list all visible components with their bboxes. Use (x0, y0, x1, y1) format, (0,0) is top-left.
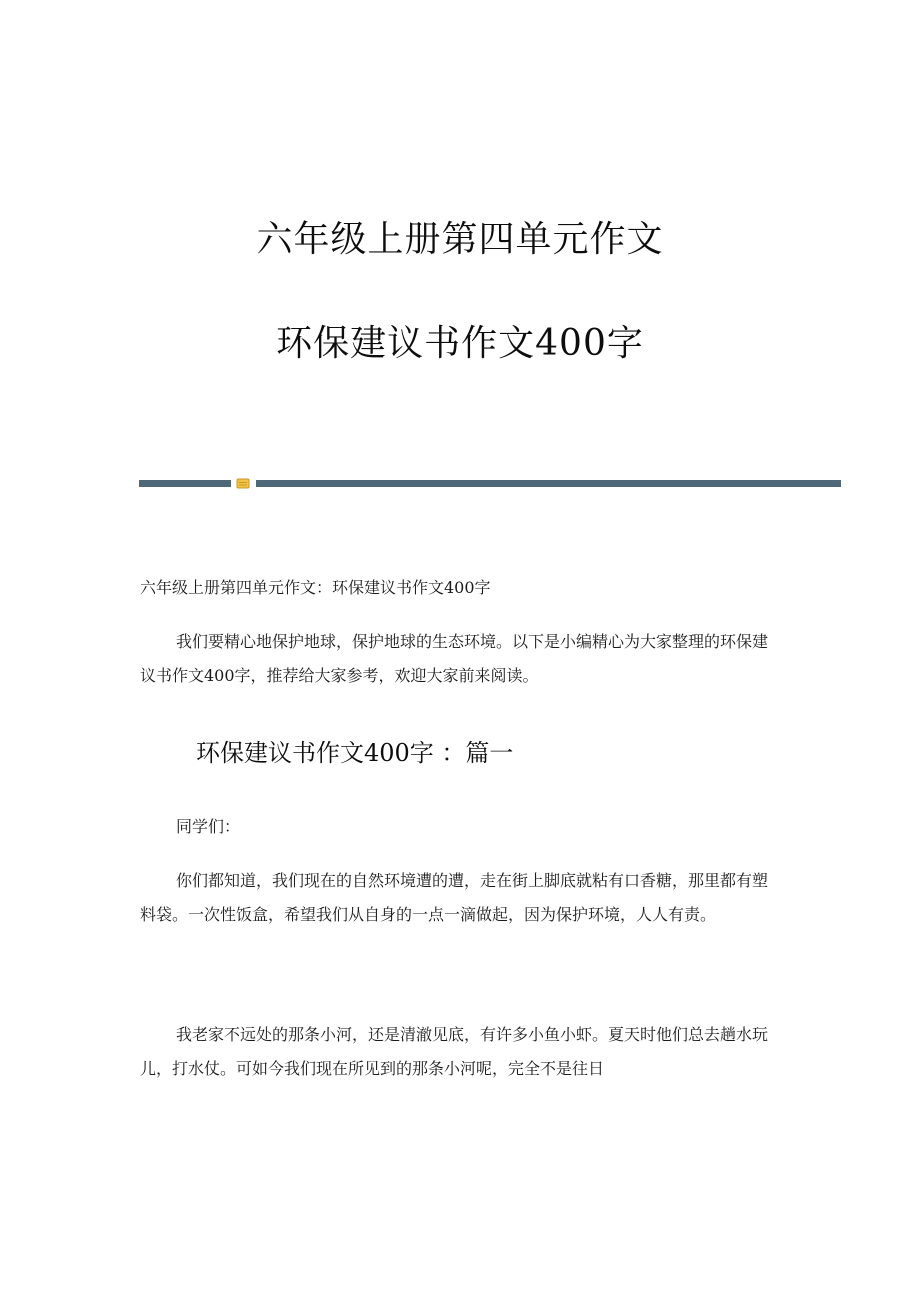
divider-marker-icon (236, 478, 250, 489)
document-title: 六年级上册第四单元作文 (256, 219, 664, 260)
decorative-divider (139, 478, 841, 490)
salutation: 同学们： (176, 817, 241, 836)
document-subtitle: 环保建议书作文400字 (276, 323, 644, 364)
lead-paragraph: 我们要精心地保护地球，保护地球的生态环境。以下是小编精心为大家整理的环保建议书作文400字，推荐给大家参考，欢迎大家前来阅读。 (140, 632, 769, 685)
section-heading: 环保建议书作文400字 ：篇一 (196, 739, 514, 767)
divider-bar-right (256, 480, 841, 487)
intro-line: 六年级上册第四单元作文：环保建议书作文400字 (140, 578, 491, 597)
body-paragraph: 你们都知道，我们现在的自然环境遭的遭，走在街上脚底就粘有口香糖，那里都有塑料袋。一次性饭盒，希望我们从自身的一点一滴做起，因为保护环境，人人有责。 (140, 871, 769, 924)
divider-bar-left (139, 480, 231, 487)
body-paragraph: 我老家不远处的那条小河，还是清澈见底，有许多小鱼小虾。夏天时他们总去趟水玩儿，打水仗。可如今我们现在所见到的那条小河呢，完全不是往日 (140, 1025, 769, 1078)
